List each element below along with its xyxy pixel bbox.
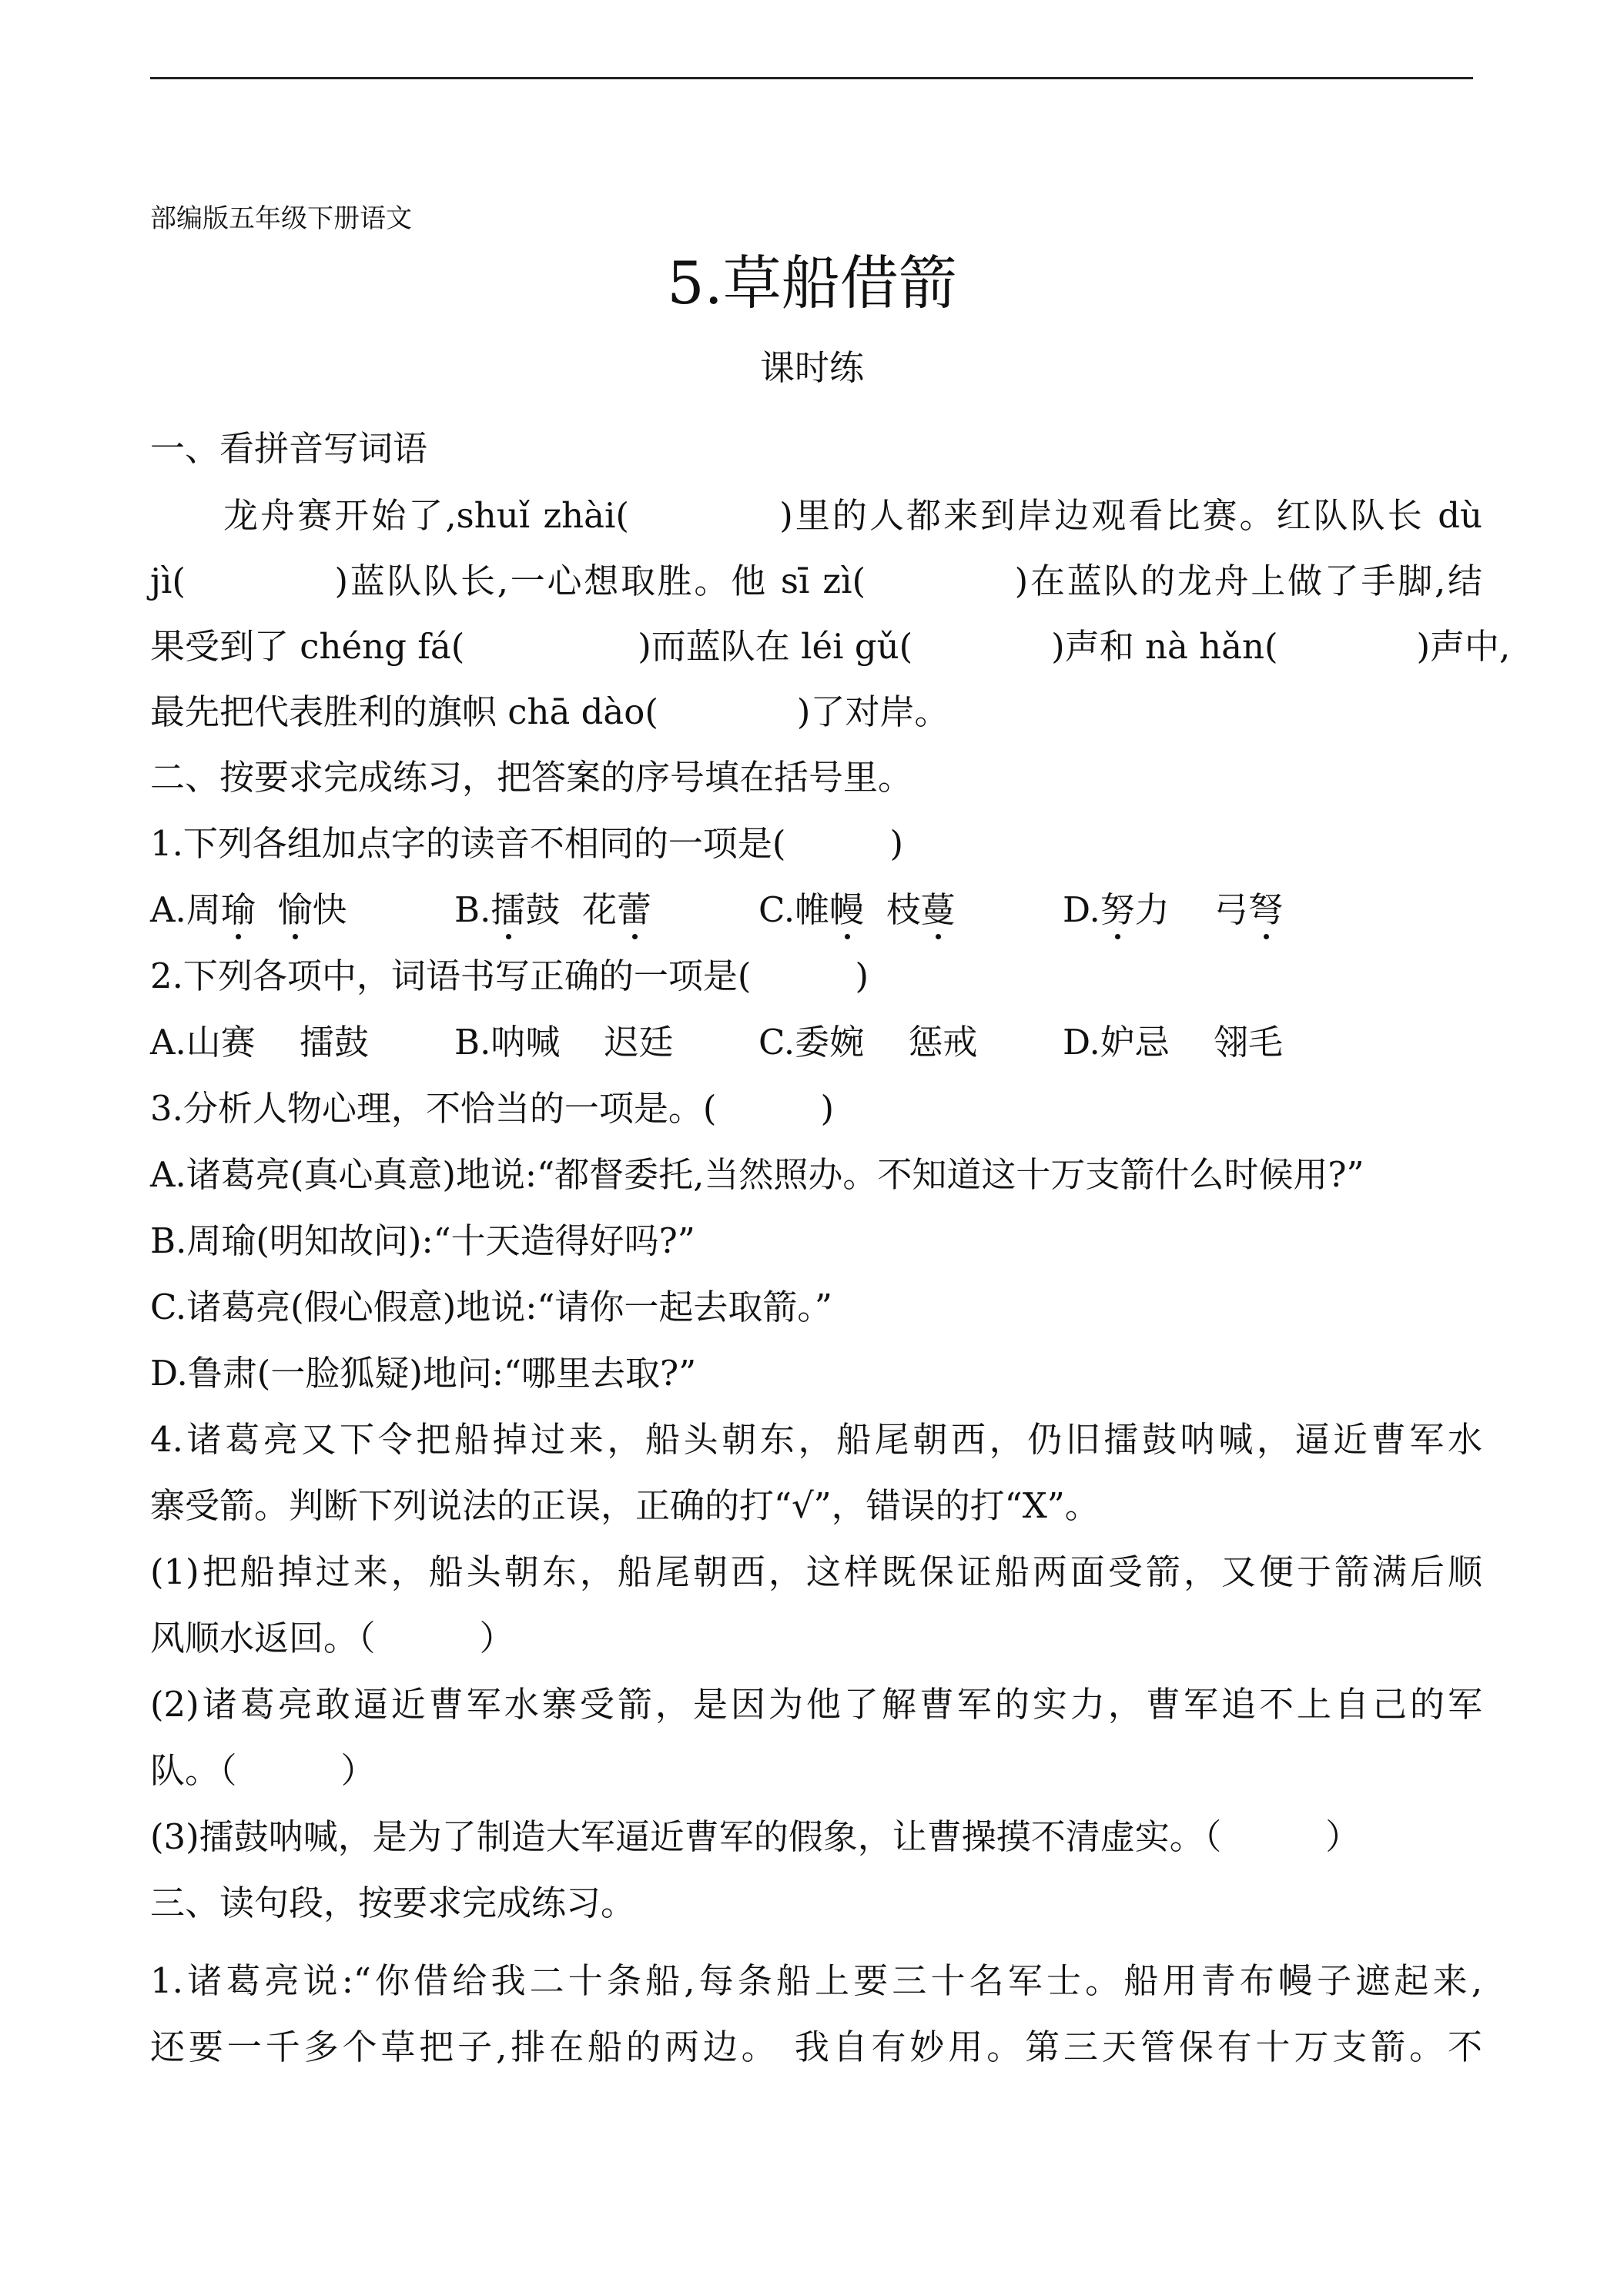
dotted-char: 幔: [829, 887, 864, 933]
subject-label: 部编版五年级下册语文: [150, 203, 412, 234]
section3-line: 1.诸葛亮说:“你借给我二十条船,每条船上要三十名军士。船用青布幔子遮起来,: [150, 1960, 1482, 2001]
section3-heading: 三、读句段，按要求完成练习。: [150, 1883, 636, 1923]
q4-item-1-cont: 风顺水返回。（ ）: [150, 1618, 514, 1658]
section3-line: 还要一千多个草把子,排在船的两边。 我自有妙用。第三天管保有十万支箭。不: [150, 2027, 1482, 2067]
q2-option-c: C.委婉 惩戒: [758, 1022, 978, 1063]
q1-stem: 1.下列各组加点字的读音不相同的一项是( ): [150, 823, 904, 864]
q1-option-a: A.周瑜 愉快: [150, 887, 347, 933]
q1-option-c: C.帷幔 枝蔓: [758, 887, 956, 933]
section2-heading: 二、按要求完成练习，把答案的序号填在括号里。: [150, 757, 913, 798]
q2-option-a: A.山赛 擂鼓: [150, 1022, 370, 1063]
section1-line: jì( )蓝队队长,一心想取胜。他 sī zì( )在蓝队的龙舟上做了手脚,结: [150, 561, 1482, 601]
section1-line: 龙舟赛开始了,shuǐ zhài( )里的人都来到岸边观看比赛。红队队长 dù: [223, 495, 1482, 536]
header-rule: [150, 77, 1473, 79]
dotted-char: 蔓: [921, 887, 956, 933]
section1-line: 果受到了 chéng fá( )而蓝队在 léi gǔ( )声和 nà hǎn( )声中,: [150, 626, 1511, 667]
q4-item-1: (1)把船掉过来，船头朝东，船尾朝西，这样既保证船两面受箭，又便于箭满后顺: [150, 1551, 1482, 1592]
q4-stem-line: 寨受箭。判断下列说法的正误，正确的打“√”，错误的打“X”。: [150, 1485, 1100, 1526]
dotted-char: 擂: [491, 887, 525, 933]
q2-option-d: D.妒忌 翎毛: [1063, 1022, 1283, 1063]
q3-option-d: D.鲁肃(一脸狐疑)地问:“哪里去取?”: [150, 1353, 697, 1394]
q1-option-d: D.努力 弓弩: [1063, 887, 1283, 933]
page-subtitle: 课时练: [759, 347, 864, 388]
dotted-char: 努: [1100, 887, 1135, 933]
q3-option-c: C.诸葛亮(假心假意)地说:“请你一起去取箭。”: [150, 1287, 832, 1327]
dotted-char: 蕾: [617, 887, 651, 933]
q1-option-b: B.擂鼓 花蕾: [454, 887, 651, 933]
q2-option-b: B.呐喊 迟廷: [454, 1022, 674, 1063]
q4-item-3: (3)擂鼓呐喊，是为了制造大军逼近曹军的假象，让曹操摸不清虚实。（ ）: [150, 1816, 1361, 1857]
dotted-char: 瑜: [221, 887, 256, 933]
q4-item-2: (2)诸葛亮敢逼近曹军水寨受箭，是因为他了解曹军的实力，曹军追不上自己的军: [150, 1684, 1482, 1725]
section1-line: 最先把代表胜利的旗帜 chā dào( )了对岸。: [150, 691, 949, 732]
dotted-char: 愉: [277, 887, 312, 933]
q4-stem-line: 4.诸葛亮又下令把船掉过来，船头朝东，船尾朝西，仍旧擂鼓呐喊，逼近曹军水: [150, 1419, 1482, 1460]
q3-option-b: B.周瑜(明知故问):“十天造得好吗?”: [150, 1220, 695, 1261]
q3-stem: 3.分析人物心理，不恰当的一项是。( ): [150, 1088, 835, 1129]
q4-item-2-cont: 队。（ ）: [150, 1750, 376, 1791]
dotted-char: 弩: [1248, 887, 1283, 933]
section1-heading: 一、看拼音写词语: [150, 428, 428, 469]
q3-option-a: A.诸葛亮(真心真意)地说:“都督委托,当然照办。不知道这十万支箭什么时候用?”: [150, 1154, 1364, 1195]
q2-stem: 2.下列各项中，词语书写正确的一项是( ): [150, 956, 869, 996]
page-title: 5.草船借箭: [667, 249, 957, 317]
